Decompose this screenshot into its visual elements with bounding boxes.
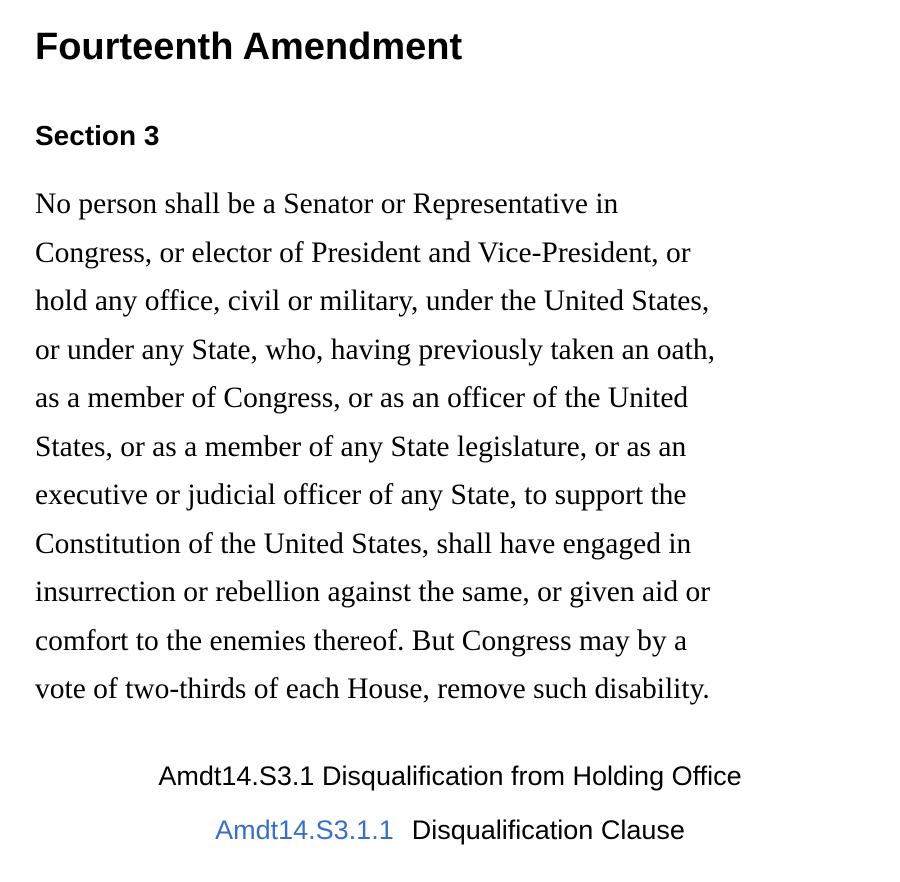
body-line: or under any State, who, having previously taken an oath,	[35, 333, 715, 366]
annotation-sub-title: Disqualification Clause	[411, 815, 685, 845]
annotation-heading: Amdt14.S3.1 Disqualification from Holding Office	[158, 761, 742, 791]
body-line: vote of two-thirds of each House, remove such disability.	[35, 673, 710, 705]
annotation-subentry	[0, 812, 900, 848]
body-line: insurrection or rebellion against the same, or given aid or	[35, 576, 711, 608]
section-body-text	[35, 180, 885, 714]
body-line: executive or judicial officer of any State, to support the	[35, 479, 687, 511]
body-line: hold any office, civil or military, under the United States,	[35, 285, 710, 317]
annotation-sub-link[interactable]: Amdt14.S3.1.1	[215, 815, 394, 845]
body-line: as a member of Congress, or as an officer of the United	[35, 382, 689, 414]
body-line: Congress, or elector of President and Vice-President, or	[35, 236, 691, 269]
body-line: Constitution of the United States, shall have engaged in	[35, 527, 692, 560]
body-line: No person shall be a Senator or Representative in	[35, 188, 619, 220]
body-line: States, or as a member of any State legislature, or as an	[35, 430, 687, 463]
body-line: comfort to the enemies thereof. But Congress may by a	[35, 624, 688, 657]
page-title: Fourteenth Amendment	[35, 26, 463, 68]
section-heading: Section 3	[35, 120, 160, 151]
annotation-footer	[0, 758, 900, 848]
